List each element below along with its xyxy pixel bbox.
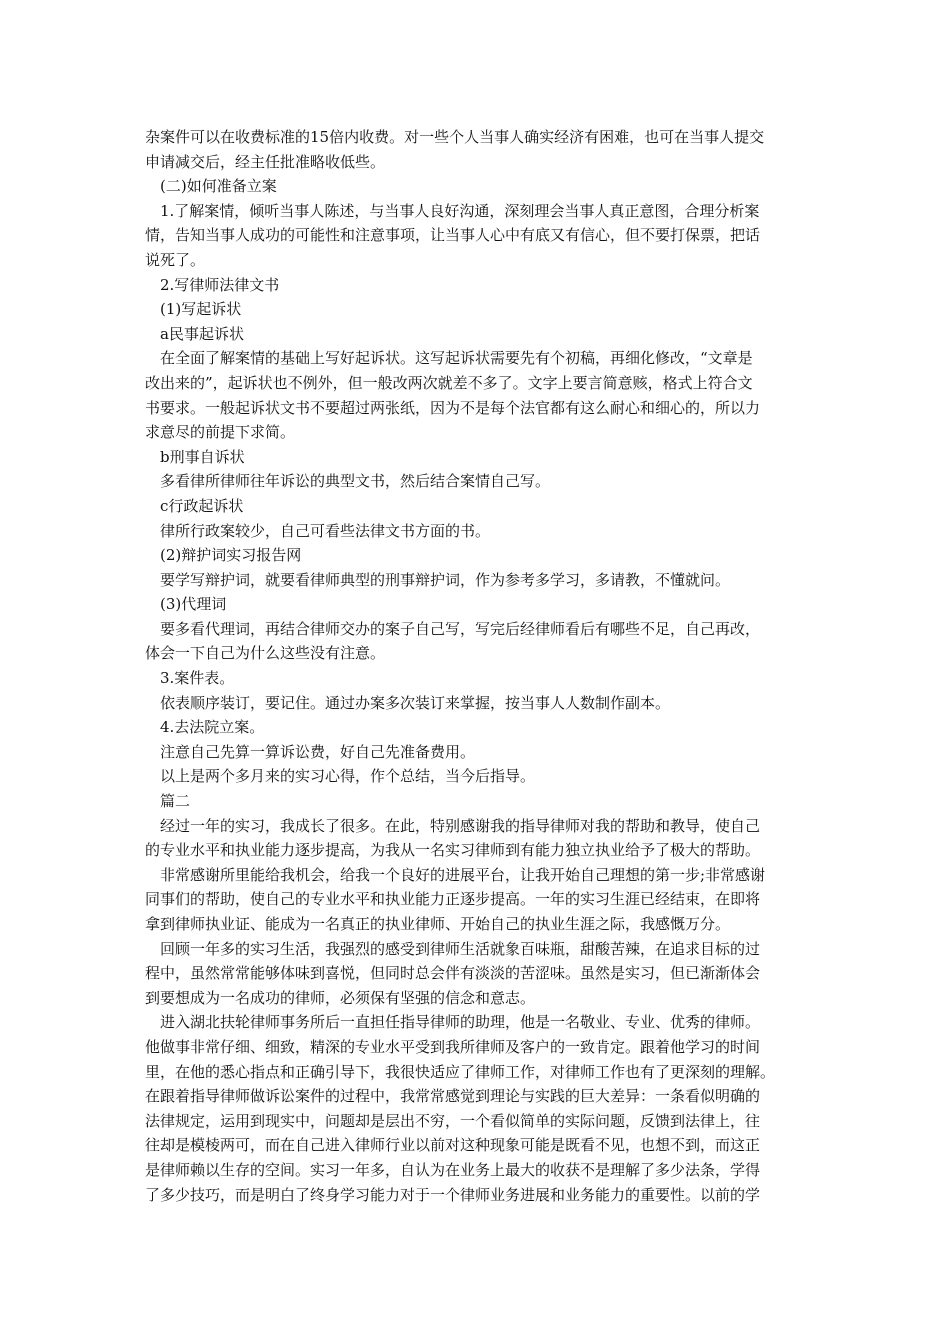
text-line: 同事们的帮助，使自己的专业水平和执业能力正逐步提高。一年的实习生涯已经结束，在即将 [145,890,761,909]
text-line: 情，告知当事人成功的可能性和注意事项，让当事人心中有底又有信心，但不要打保票，把话 [145,226,761,245]
text-line: 2.写律师法律文书 [160,275,280,294]
text-line: 到要想成为一名成功的律师，必须保有坚强的信念和意志。 [145,988,536,1007]
text-line: 求意尽的前提下求简。 [145,423,296,442]
text-line: 体会一下自己为什么这些没有注意。 [145,644,386,663]
text-line: 说死了。 [145,250,206,269]
text-line: 是律师赖以生存的空间。实习一年多，自认为在业务上最大的收获不是理解了多少法条，学得 [145,1160,761,1179]
text-line: 往却是模棱两可，而在自己进入律师行业以前对这种现象可能是既看不见，也想不到，而这正 [145,1136,761,1155]
text-line: 进入湖北扶轮律师事务所后一直担任指导律师的助理，他是一名敬业、专业、优秀的律师。 [160,1013,761,1032]
text-line: 了多少技巧，而是明白了终身学习能力对于一个律师业务进展和业务能力的重要性。以前的学 [145,1185,761,1204]
text-line: (2)辩护词实习报告网 [160,546,302,565]
text-line: 他做事非常仔细、细致，精深的专业水平受到我所律师及客户的一致肯定。跟着他学习的时间 [145,1037,761,1056]
text-line: 3.案件表。 [160,669,235,688]
text-line: 经过一年的实习，我成长了很多。在此，特别感谢我的指导律师对我的帮助和教导，使自己 [160,816,761,835]
text-line: 在全面了解案情的基础上写好起诉状。这写起诉状需要先有个初稿，再细化修改，“文章是 [160,349,753,368]
text-line: 要学写辩护词，就要看律师典型的刑事辩护词，作为参考多学习，多请教，不懂就问。 [160,570,731,589]
text-line: 律所行政案较少，自己可看些法律文书方面的书。 [160,521,491,540]
text-line: 改出来的”，起诉状也不例外，但一般改两次就差不多了。文字上要言简意赅，格式上符合文 [145,373,753,392]
text-line: 非常感谢所里能给我机会，给我一个良好的进展平台，让我开始自己理想的第一步;非常感谢 [160,865,766,884]
text-line: (3)代理词 [160,595,227,614]
text-line: (1)写起诉状 [160,300,242,319]
text-line: 篇二 [160,792,191,811]
text-line: 书要求。一般起诉状文书不要超过两张纸，因为不是每个法官都有这么耐心和细心的，所以力 [145,398,761,417]
text-line: 回顾一年多的实习生活，我强烈的感受到律师生活就象百味瓶，甜酸苦辣，在追求目标的过 [160,939,761,958]
text-line: 里，在他的悉心指点和正确引导下，我很快适应了律师工作，对律师工作也有了更深刻的理解。 [145,1062,776,1081]
text-line: 杂案件可以在收费标准的15倍内收费。对一些个人当事人确实经济有困难，也可在当事人提交 [145,128,765,146]
text-line: a民事起诉状 [160,324,244,343]
text-line: 注意自己先算一算诉讼费，好自己先准备费用。 [160,742,476,761]
text-line: 依表顺序装订，要记住。通过办案多次装订来掌握，按当事人人数制作副本。 [160,693,671,712]
text-line: 在跟着指导律师做诉讼案件的过程中，我常常感觉到理论与实践的巨大差异：一条看似明确的 [145,1087,761,1106]
text-line: 程中，虽然常常能够体味到喜悦，但同时总会伴有淡淡的苦涩味。虽然是实习，但已渐渐体会 [145,964,761,983]
text-line: 以上是两个多月来的实习心得，作个总结，当今后指导。 [160,767,536,786]
text-line: 1.了解案情，倾听当事人陈述，与当事人良好沟通，深刻理会当事人真正意图，合理分析案 [160,201,760,220]
text-line: 拿到律师执业证、能成为一名真正的执业律师、开始自己的执业生涯之际，我感慨万分。 [145,915,731,933]
text-line: 法律规定，运用到现实中，问题却是层出不穷，一个看似简单的实际问题，反馈到法律上，往 [145,1111,761,1130]
text-line: b刑事自诉状 [160,447,245,466]
text-line: 多看律所律师往年诉讼的典型文书，然后结合案情自己写。 [160,472,551,491]
document-body [145,125,810,1207]
text-line: (二)如何准备立案 [160,177,277,196]
text-line: c行政起诉状 [160,496,244,515]
text-line: 4.去法院立案。 [160,718,265,737]
text-line: 要多看代理词，再结合律师交办的案子自己写，写完后经律师看后有哪些不足，自己再改， [160,619,761,638]
text-line: 申请减交后，经主任批准略收低些。 [145,152,386,171]
text-line: 的专业水平和执业能力逐步提高，为我从一名实习律师到有能力独立执业给予了极大的帮助。 [145,841,761,860]
